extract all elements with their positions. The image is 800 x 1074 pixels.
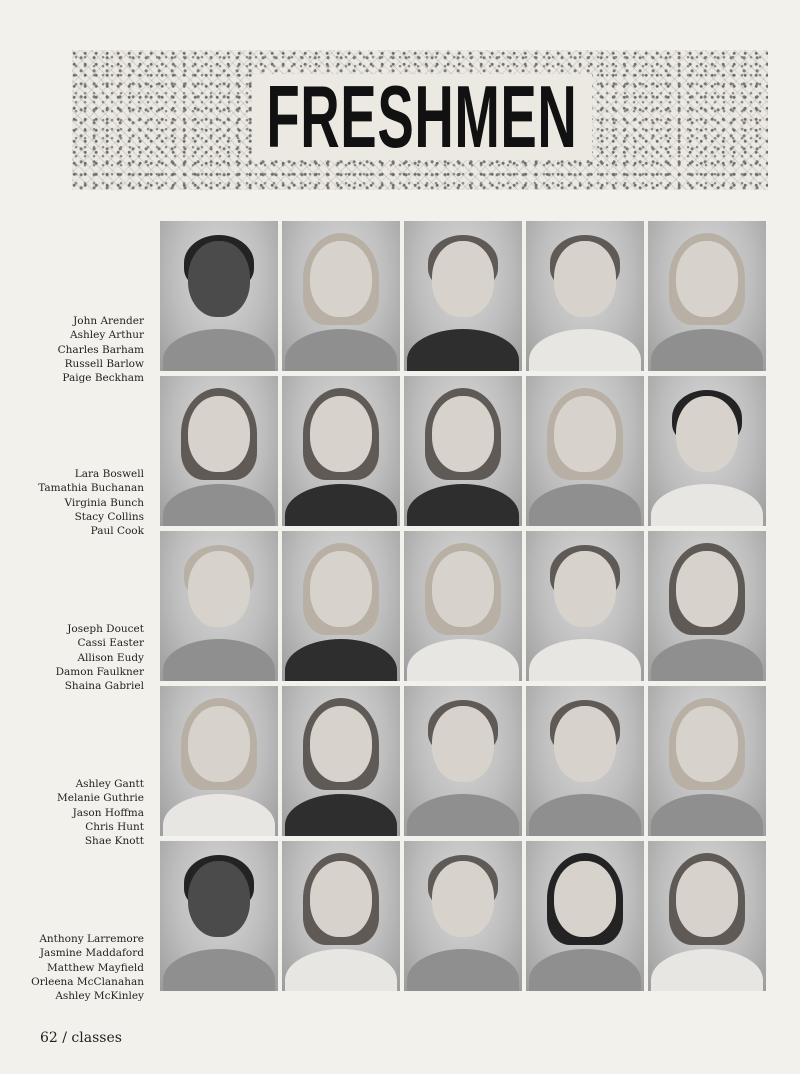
student-name: Anthony Larremore: [39, 933, 144, 945]
student-name: Charles Barham: [57, 343, 144, 356]
student-name: Ashley Gantt: [75, 778, 144, 790]
student-name: Paige Beckham: [62, 372, 144, 385]
student-name: Stacy Collins: [74, 510, 144, 523]
student-portrait: [160, 686, 278, 836]
student-portrait: [160, 531, 278, 681]
student-portrait: [282, 221, 400, 371]
student-name: Virginia Bunch: [64, 496, 144, 509]
student-name: Damon Faulkner: [55, 665, 144, 678]
student-name: Chris Hunt: [85, 820, 144, 833]
student-portrait: [648, 686, 766, 836]
student-portrait: [648, 841, 766, 991]
student-portrait: [648, 221, 766, 371]
name-list-row-3: [20, 622, 144, 693]
student-portrait: [404, 686, 522, 836]
student-name: Jason Hoffma: [72, 806, 144, 819]
student-portrait: [526, 841, 644, 991]
student-portrait: [404, 221, 522, 371]
student-portrait: [160, 376, 278, 526]
page-title: FRESHMEN: [266, 67, 578, 166]
student-name: Joseph Doucet: [67, 623, 144, 635]
student-name: Ashley Arthur: [70, 329, 144, 342]
student-name: Tamathia Buchanan: [38, 482, 144, 495]
name-list-row-4: [20, 777, 144, 848]
student-name: Cassi Easter: [77, 637, 144, 650]
student-portrait: [404, 376, 522, 526]
student-name: Shaina Gabriel: [64, 680, 144, 693]
student-portrait: [160, 221, 278, 371]
portrait-grid: [160, 221, 766, 991]
student-portrait: [526, 221, 644, 371]
name-list-row-5: [20, 932, 144, 1003]
student-name: Paul Cook: [90, 525, 144, 538]
student-portrait: [404, 531, 522, 681]
student-name: John Arender: [73, 315, 144, 327]
student-portrait: [160, 841, 278, 991]
student-portrait: [526, 531, 644, 681]
student-portrait: [282, 531, 400, 681]
student-name: Shae Knott: [84, 835, 144, 848]
student-name: Russell Barlow: [64, 357, 144, 370]
name-list-row-1: [20, 314, 144, 385]
student-name: Melanie Guthrie: [57, 792, 144, 805]
student-name: Matthew Mayfield: [47, 961, 144, 974]
student-name: Ashley McKinley: [55, 990, 144, 1003]
student-portrait: [648, 531, 766, 681]
student-portrait: [282, 376, 400, 526]
page-title-box: [252, 67, 592, 166]
student-portrait: [526, 686, 644, 836]
name-list-row-2: [20, 467, 144, 538]
student-name: Jasmine Maddaford: [39, 947, 144, 960]
student-name: Lara Boswell: [74, 468, 144, 480]
student-portrait: [648, 376, 766, 526]
student-name: Orleena McClanahan: [31, 975, 144, 988]
student-portrait: [526, 376, 644, 526]
student-portrait: [282, 841, 400, 991]
page-footer: 62 / classes: [40, 1030, 122, 1046]
student-portrait: [282, 686, 400, 836]
student-name: Allison Eudy: [77, 651, 144, 664]
student-portrait: [404, 841, 522, 991]
